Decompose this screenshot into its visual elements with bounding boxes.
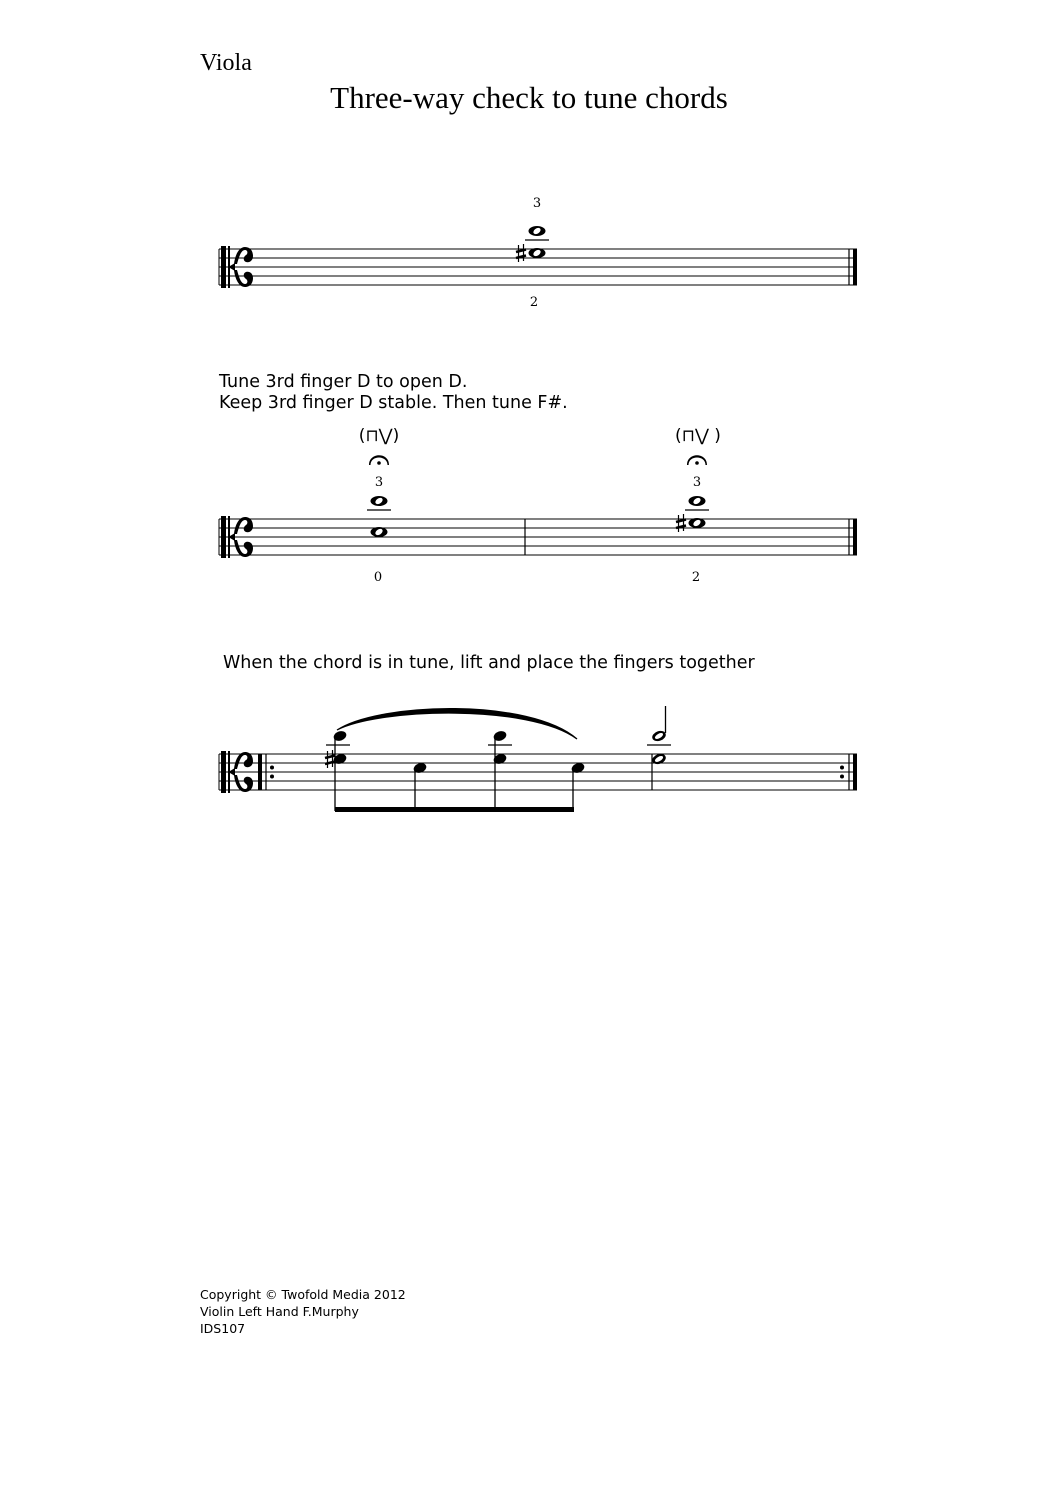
start-repeat-barline <box>258 754 262 790</box>
instruction-line-2: Keep 3rd finger D stable. Then tune F#. <box>219 393 568 413</box>
final-barline <box>853 519 857 555</box>
book-credit: Violin Left Hand F.Murphy <box>200 1304 359 1319</box>
bowing-marks: (⊓⋁ ) <box>675 426 721 446</box>
finger-number-above: 3 <box>532 196 542 211</box>
fermata-icon <box>687 455 707 465</box>
final-barline <box>853 249 857 285</box>
beam <box>335 807 574 812</box>
instrument-label: Viola <box>200 50 252 76</box>
document-id: IDS107 <box>200 1321 246 1336</box>
staff-system-3 <box>219 706 857 812</box>
instruction-line-1: Tune 3rd finger D to open D. <box>219 372 468 392</box>
whole-note-fsharp <box>689 518 706 528</box>
page-title: Three-way check to tune chords <box>330 80 728 115</box>
finger-number-above: 3 <box>692 475 702 490</box>
finger-number-below: 2 <box>691 570 701 585</box>
end-repeat-barline <box>853 754 857 790</box>
whole-note-d <box>689 496 706 506</box>
finger-number-below: 0 <box>373 570 383 585</box>
staff-system-2 <box>219 426 857 585</box>
finger-number-below: 2 <box>529 295 539 310</box>
finger-number-above: 3 <box>374 475 384 490</box>
whole-note-d-open <box>371 527 388 537</box>
instruction-line-3: When the chord is in tune, lift and place the fingers together <box>223 653 755 673</box>
half-note-head <box>651 729 667 743</box>
sharp-icon <box>676 514 686 532</box>
whole-note-d <box>529 226 546 236</box>
whole-note-fsharp <box>529 248 546 258</box>
copyright-text: Copyright © Twofold Media 2012 <box>200 1287 406 1302</box>
sharp-icon <box>516 244 526 262</box>
slur <box>337 709 577 739</box>
sharp-icon <box>325 750 335 768</box>
fermata-icon <box>369 455 389 465</box>
staff-system-1 <box>219 196 857 310</box>
bowing-marks: (⊓⋁) <box>358 426 400 446</box>
whole-note-d <box>371 496 388 506</box>
